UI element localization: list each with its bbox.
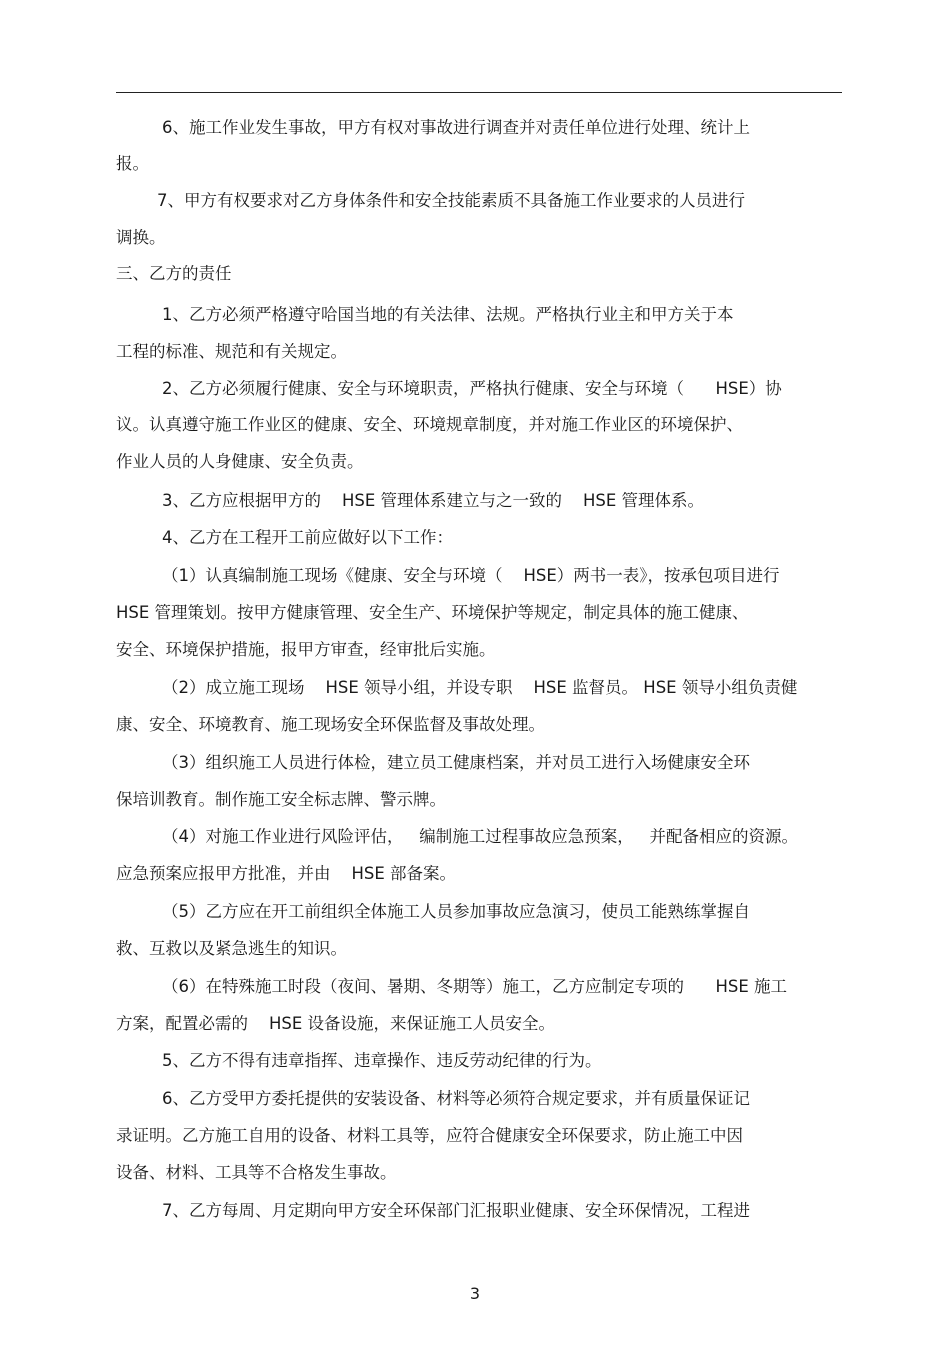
paragraph-line: 议。认真遵守施工作业区的健康、安全、环境规章制度，并对施工作业区的环境保护、 (116, 415, 743, 434)
paragraph-line: 6、乙方受甲方委托提供的安装设备、材料等必须符合规定要求，并有质量保证记 (162, 1089, 750, 1108)
paragraph-line: 设备、材料、工具等不合格发生事故。 (116, 1163, 397, 1182)
paragraph-line: 调换。 (116, 228, 166, 247)
page-number: 3 (469, 1284, 481, 1303)
paragraph-line: 3、乙方应根据甲方的 HSE 管理体系建立与之一致的 HSE 管理体系。 (162, 491, 705, 510)
paragraph-line: 录证明。乙方施工自用的设备、材料工具等，应符合健康安全环保要求，防止施工中因 (116, 1126, 743, 1145)
paragraph-line: 应急预案应报甲方批准，并由 HSE 部备案。 (116, 864, 457, 883)
paragraph-line: 方案，配置必需的 HSE 设备设施，来保证施工人员安全。 (116, 1014, 556, 1033)
paragraph-line: HSE 管理策划。按甲方健康管理、安全生产、环境保护等规定，制定具体的施工健康、 (116, 603, 749, 622)
paragraph-line: 1、乙方必须严格遵守哈国当地的有关法律、法规。严格执行业主和甲方关于本 (162, 305, 734, 324)
paragraph-line: 5、乙方不得有违章指挥、违章操作、违反劳动纪律的行为。 (162, 1051, 602, 1070)
paragraph-line: 安全、环境保护措施，报甲方审查，经审批后实施。 (116, 640, 496, 659)
header-rule (116, 92, 842, 93)
paragraph-line: 报。 (116, 154, 149, 173)
paragraph-line: 4、乙方在工程开工前应做好以下工作： (162, 528, 453, 547)
paragraph-line: （5）乙方应在开工前组织全体施工人员参加事故应急演习，使员工能熟练掌握自 (162, 902, 750, 921)
paragraph-line: （4）对施工作业进行风险评估， 编制施工过程事故应急预案， 并配备相应的资源。 (162, 827, 798, 846)
paragraph-line: （1）认真编制施工现场《健康、安全与环境（ HSE）两书一表》，按承包项目进行 (162, 566, 780, 585)
paragraph-line: 救、互救以及紧急逃生的知识。 (116, 939, 347, 958)
paragraph-line: （2）成立施工现场 HSE 领导小组，并设专职 HSE 监督员。 HSE 领导小组负责健 (162, 678, 798, 697)
paragraph-line: 2、乙方必须履行健康、安全与环境职责，严格执行健康、安全与环境（ HSE）协 (162, 379, 782, 398)
section-heading: 三、乙方的责任 (116, 264, 232, 283)
paragraph-line: （6）在特殊施工时段（夜间、暑期、冬期等）施工，乙方应制定专项的 HSE 施工 (162, 977, 788, 996)
paragraph-line: 7、乙方每周、月定期向甲方安全环保部门汇报职业健康、安全环保情况，工程进 (162, 1201, 750, 1220)
paragraph-line: 6、施工作业发生事故，甲方有权对事故进行调查并对责任单位进行处理、统计上 (162, 118, 750, 137)
paragraph-line: 保培训教育。制作施工安全标志牌、警示牌。 (116, 790, 446, 809)
paragraph-line: （3）组织施工人员进行体检，建立员工健康档案，并对员工进行入场健康安全环 (162, 753, 750, 772)
paragraph-line: 工程的标准、规范和有关规定。 (116, 342, 347, 361)
paragraph-line: 7、甲方有权要求对乙方身体条件和安全技能素质不具备施工作业要求的人员进行 (157, 191, 745, 210)
paragraph-line: 康、安全、环境教育、施工现场安全环保监督及事故处理。 (116, 715, 545, 734)
paragraph-line: 作业人员的人身健康、安全负责。 (116, 452, 364, 471)
